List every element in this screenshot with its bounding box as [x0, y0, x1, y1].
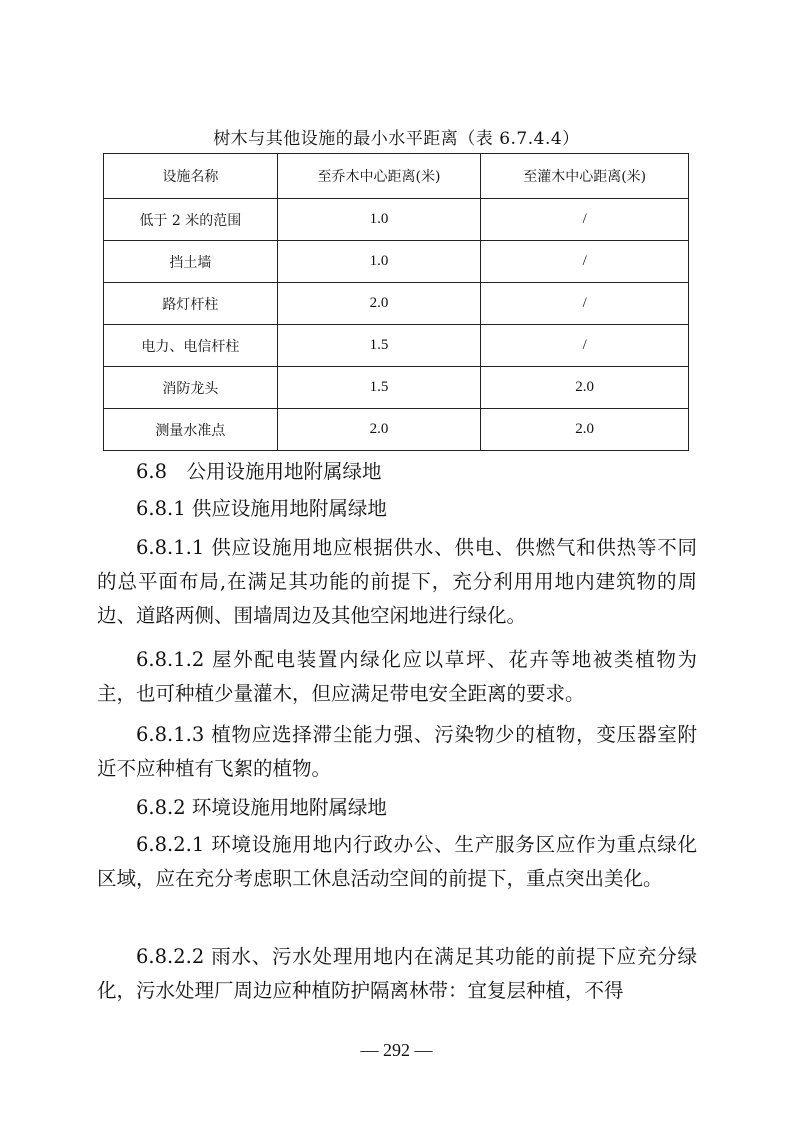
paragraph-6-8-1-2: 6.8.1.2 屋外配电装置内绿化应以草坪、花卉等地被类植物为主，也可种植少量灌木，但应满足带电安全距离的要求。 [97, 648, 697, 705]
facility-cell: 挡土墙 [104, 241, 278, 283]
table-row [104, 367, 689, 409]
facility-cell: 测量水准点 [104, 409, 278, 451]
tree-distance-cell: 1.5 [277, 367, 481, 409]
section-heading-6-8-2: 6.8.2 环境设施用地附属绿地 [136, 796, 387, 819]
shrub-distance-cell: / [481, 325, 689, 367]
facility-cell: 电力、电信杆柱 [104, 325, 278, 367]
header-tree-distance: 至乔木中心距离(米) [277, 154, 481, 199]
table-header-row [104, 154, 689, 199]
paragraph-6-8-1-3: 6.8.1.3 植物应选择滞尘能力强、污染物少的植物，变压器室附近不应种植有飞絮的植物。 [97, 723, 697, 780]
shrub-distance-cell: 2.0 [481, 409, 689, 451]
tree-distance-cell: 2.0 [277, 409, 481, 451]
table-row [104, 325, 689, 367]
paragraph-6-8-2-1: 6.8.2.1 环境设施用地内行政办公、生产服务区应作为重点绿化区域，应在充分考虑职工休息活动空间的前提下，重点突出美化。 [97, 833, 697, 890]
shrub-distance-cell: / [481, 241, 689, 283]
page-number: — 292 — [360, 1040, 433, 1060]
shrub-distance-cell: 2.0 [481, 367, 689, 409]
table-caption: 树木与其他设施的最小水平距离（表 6.7.4.4） [213, 129, 580, 149]
table-row [104, 283, 689, 325]
table-row [104, 241, 689, 283]
tree-distance-cell: 2.0 [277, 283, 481, 325]
header-shrub-distance: 至灌木中心距离(米) [481, 154, 689, 199]
facility-cell: 低于 2 米的范围 [104, 199, 278, 241]
tree-distance-cell: 1.5 [277, 325, 481, 367]
section-heading-6-8: 6.8 公用设施用地附属绿地 [136, 460, 382, 483]
shrub-distance-cell: / [481, 283, 689, 325]
distance-table [103, 153, 689, 451]
paragraph-6-8-1-1: 6.8.1.1 供应设施用地应根据供水、供电、供燃气和供热等不同的总平面布局,在满足其功能的前提下，充分利用用地内建筑物的周边、道路两侧、围墙周边及其他空闲地进行绿化。 [97, 536, 697, 627]
facility-cell: 消防龙头 [104, 367, 278, 409]
table-row [104, 409, 689, 451]
shrub-distance-cell: / [481, 199, 689, 241]
facility-cell: 路灯杆柱 [104, 283, 278, 325]
header-facility-name: 设施名称 [104, 154, 278, 199]
table-row [104, 199, 689, 241]
section-heading-6-8-1: 6.8.1 供应设施用地附属绿地 [136, 497, 387, 520]
tree-distance-cell: 1.0 [277, 241, 481, 283]
paragraph-6-8-2-2: 6.8.2.2 雨水、污水处理用地内在满足其功能的前提下应充分绿化，污水处理厂周边应种植防护隔离林带：宜复层种植，不得 [97, 945, 697, 1002]
tree-distance-cell: 1.0 [277, 199, 481, 241]
